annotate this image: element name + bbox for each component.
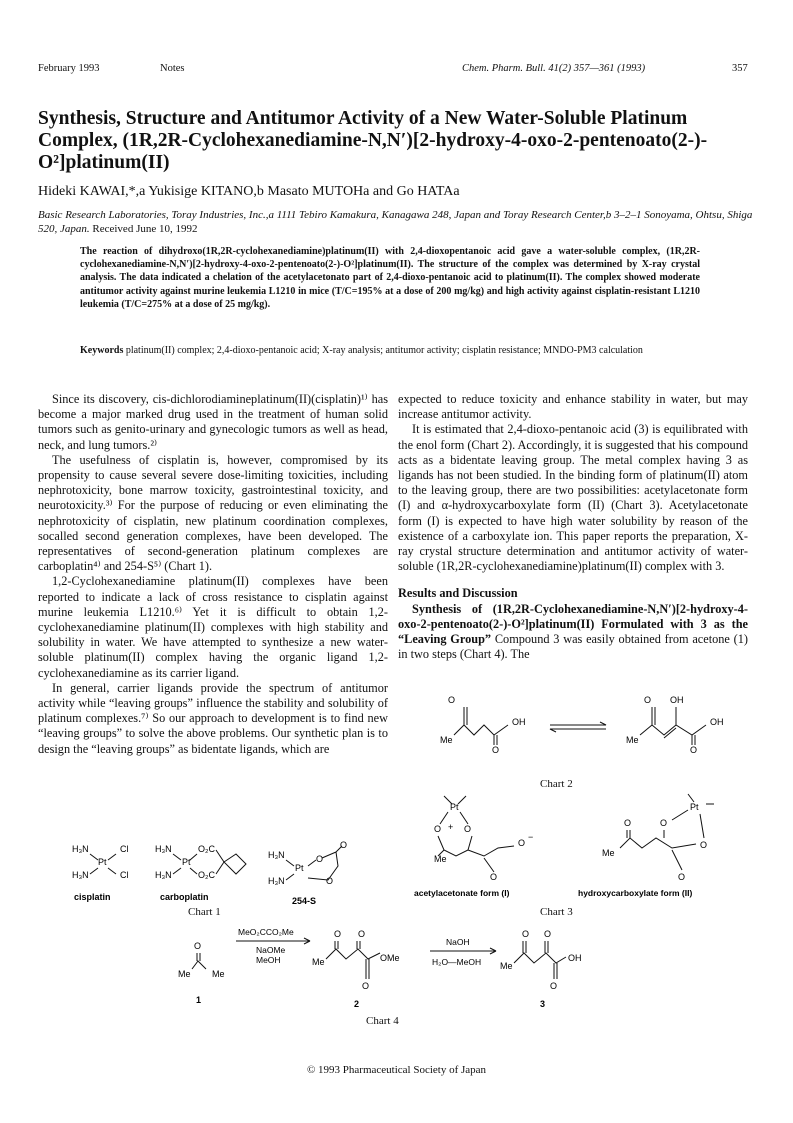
paragraph: In general, carrier ligands provide the spectrum of antitumor activity while “leaving groups” influence the stability and solubility of platinum complexes.⁷⁾ So our approach to development is to find new “leaving groups” to solve the above problems. Our synthetic plan is to design the “leaving groups” as bidentate ligands, which are xyxy=(38,680,388,756)
chart2-caption: Chart 2 xyxy=(540,778,573,790)
atom-label: O xyxy=(194,941,202,951)
atom-label: H₃N xyxy=(268,850,285,860)
atom-label: O₂C xyxy=(198,870,215,880)
atom-label: Me xyxy=(626,735,639,745)
section-heading: Results and Discussion xyxy=(398,586,518,601)
diketo-form xyxy=(440,695,526,755)
reagent-label: MeOH xyxy=(256,955,281,965)
chart3-caption: Chart 3 xyxy=(540,906,573,918)
form-label: hydroxycarboxylate form (II) xyxy=(578,888,693,898)
chart3-binding-forms xyxy=(410,790,755,900)
header-page-number: 357 xyxy=(732,63,748,74)
atom-label: H₃N xyxy=(268,876,285,886)
cisplatin-structure xyxy=(72,844,129,902)
equilibrium-arrows xyxy=(550,722,606,732)
atom-label: H₃N xyxy=(155,844,172,854)
atom-label: H₃N xyxy=(72,870,89,880)
reaction-arrow xyxy=(430,948,496,954)
compound-label: cisplatin xyxy=(74,892,111,902)
reagent-label: MeO₂CCO₂Me xyxy=(238,927,294,937)
atom-label: O xyxy=(644,695,652,705)
subsection-paragraph xyxy=(398,602,748,663)
compound-label: carboplatin xyxy=(160,892,209,902)
atom-label: O xyxy=(690,745,698,755)
atom-label: OH xyxy=(670,695,684,705)
subsection-heading: Synthesis of (1R,2R-Cyclohexanediamine-N,N′)[2-hydroxy-4-oxo-2-pentenoato(2-)-O²]platinum(II) Formulated with 3 as the “Leaving Group” xyxy=(398,601,748,647)
keywords-text: platinum(II) complex; 2,4-dioxo-pentanoic acid; X-ray analysis; antitumor activity; cisplatin resistance; MNDO-PM3 calculation xyxy=(125,345,643,356)
atom-label: OMe xyxy=(380,953,400,963)
atom-label: H₃N xyxy=(155,870,172,880)
header-section: Notes xyxy=(160,63,185,74)
atom-label: O xyxy=(316,854,324,864)
paragraph: Compound 3 was easily obtained from acetone (1) in two steps (Chart 4). The xyxy=(398,632,749,662)
paragraph: It is estimated that 2,4-dioxo-pentanoic acid (3) is equilibrated with the enol form (Chart 2). Accordingly, it is suggested that his compound acts as a bidentate leaving group. The metal complex having 3 as ligands has not been studied. In the binding form of platinum(II) atom to the leaving group, there are two possibilities: acetylacetonate form (I) and α-hydroxycarboxylate form (II) (Chart 3). Acetylacetonate form (I) is expected to have high water solubility by reason of the existence of a carboxylate ion. This paper reports the preparation, X-ray crystal structure determination and antitumor activity of water-soluble (1R,2R-cyclohexanediamine)platinum(II) complex with 3. xyxy=(398,422,748,574)
paragraph: 1,2-Cyclohexanediamine platinum(II) complexes have been reported to indicate a lack of cross resistance to cisplatin against murine leukemia L1210.⁶⁾ Yet it is difficult to obtain 1,2-cyclohexanediamine platinum(II) complexes with high stability and solubility in water. We have attempted to synthesize a new water-soluble platinum(II) complex having the organic ligand 1,2-cyclohexanediamine as its carrier ligand. xyxy=(38,574,388,680)
header-journal: Chem. Pharm. Bull. 41(2) 357—361 (1993) xyxy=(462,63,646,74)
atom-label: OH xyxy=(568,953,582,963)
atom-label: O xyxy=(326,876,334,886)
paragraph: expected to reduce toxicity and enhance stability in water, but may increase antitumor activity. xyxy=(398,392,748,422)
atom-label: OH xyxy=(710,717,724,727)
enol-form xyxy=(626,695,724,755)
atom-label: O xyxy=(434,824,442,834)
reagent-label: H₂O—MeOH xyxy=(432,957,482,967)
atom-label: Pt xyxy=(690,802,699,812)
atom-label: Me xyxy=(602,848,615,858)
paragraph: Since its discovery, cis-dichlorodiamineplatinum(II)(cisplatin)¹⁾ has become a major marked drug used in the treatment of human solid tumors such as genito-urinary and gynecologic tumors as well as head, neck, and lung tumors.²⁾ xyxy=(38,392,388,452)
atom-label: O xyxy=(678,872,686,882)
chart4-synthesis-scheme xyxy=(140,925,600,1015)
reagent-label: NaOH xyxy=(446,937,470,947)
atom-label: O₂C xyxy=(198,844,215,854)
atom-label: Pt xyxy=(295,863,304,873)
atom-label: O xyxy=(358,929,366,939)
atom-label: O xyxy=(448,695,456,705)
compound-1-acetone xyxy=(178,941,225,1005)
atom-label: H₃N xyxy=(72,844,89,854)
atom-label: O xyxy=(334,929,342,939)
author-list: Hideki KAWAI,*,a Yukisige KITANO,b Masato MUTOHa and Go HATAa xyxy=(38,184,460,199)
compound-3-acid xyxy=(500,929,582,1009)
received-date: Received June 10, 1992 xyxy=(92,223,198,235)
reagent-label: NaOMe xyxy=(256,945,286,955)
atom-label: Pt xyxy=(182,857,191,867)
compound-2-ester xyxy=(312,929,400,1009)
atom-label: OH xyxy=(512,717,526,727)
atom-label: O xyxy=(550,981,558,991)
chart1-caption: Chart 1 xyxy=(188,906,221,918)
affiliation xyxy=(38,208,758,236)
compound-number: 1 xyxy=(196,995,202,1005)
right-column xyxy=(398,392,748,662)
atom-label: O xyxy=(340,840,348,850)
keywords xyxy=(80,344,700,357)
header-date: February 1993 xyxy=(38,63,100,74)
atom-label: Me xyxy=(440,735,453,745)
atom-label: Pt xyxy=(450,802,459,812)
chart4-caption: Chart 4 xyxy=(366,1015,399,1027)
atom-label: Me xyxy=(178,969,191,979)
paragraph: The usefulness of cisplatin is, however, compromised by its propensity to cause several severe dose-limiting toxicities, including nephrotoxicity, bone marrow toxicity, gastrointestinal toxicity, and neurotoxicity.³⁾ For the purpose of reducing or even eliminating the nephrotoxicity of cisplatin, new platinum coordination complexes, socalled second generation complexes, have been developed. The representatives of second-generation platinum complexes are carboplatin⁴⁾ and 254-S⁵⁾ (Chart 1). xyxy=(38,452,388,574)
reaction-arrow xyxy=(236,938,310,944)
left-column xyxy=(38,392,388,757)
atom-label: O xyxy=(464,824,472,834)
atom-label: O xyxy=(518,838,526,848)
atom-label: O xyxy=(700,840,708,850)
atom-label: O xyxy=(522,929,530,939)
atom-label: − xyxy=(528,832,534,842)
atom-label: O xyxy=(660,818,668,828)
atom-label: Me xyxy=(500,961,513,971)
atom-label: Cl xyxy=(120,844,129,854)
compound-number: 2 xyxy=(354,999,360,1009)
compound-label: 254-S xyxy=(292,896,317,906)
atom-label: O xyxy=(544,929,552,939)
254-s-structure xyxy=(268,840,347,906)
atom-label: O xyxy=(492,745,500,755)
keywords-label: Keywords xyxy=(80,345,124,356)
atom-label: Me xyxy=(212,969,225,979)
affiliation-text: Basic Research Laboratories, Toray Industries, Inc.,a 1111 Tebiro Kamakura, Kanagawa 248, Japan and Toray Research Center,b 3–2–1 Sonoyama, Ohtsu, Shiga 520, Japan. xyxy=(38,209,753,235)
atom-label: O xyxy=(362,981,370,991)
copyright-footer: © 1993 Pharmaceutical Society of Japan xyxy=(306,1064,487,1076)
chart1-structures xyxy=(60,838,390,918)
atom-label: O xyxy=(490,872,498,882)
acetylacetonate-form xyxy=(434,796,533,882)
atom-label: + xyxy=(448,822,454,832)
carboplatin-structure xyxy=(155,844,246,902)
hydroxycarboxylate-form xyxy=(602,794,714,882)
compound-number: 3 xyxy=(540,999,546,1009)
form-label: acetylacetonate form (I) xyxy=(414,888,510,898)
atom-label: Cl xyxy=(120,870,129,880)
abstract: The reaction of dihydroxo(1R,2R-cyclohexanediamine)platinum(II) with 2,4-dioxopentanoic acid gave a water-soluble complex, (1R,2R-cyclohexanediamine-N,N′)[2-hydroxy-4-oxo-2-pentenoato(2-)-O²]platinum(II). The structure of the complex was determined by X-ray crystal analysis. The data indicated a chelation of the acetylacetonato part of 2,4-dioxo-pentanoic acid to platinum(II). The complex showed moderate antitumor activity against murine leukemia L1210 in mice (T/C=195% at a dose of 200 mg/kg) and high activity against cisplatin-resistant L1210 leukemia (T/C=275% at a dose of 25 mg/kg). xyxy=(80,246,700,310)
article-title: Synthesis, Structure and Antitumor Activity of a New Water-Soluble Platinum Complex, (1R,2R-Cyclohexanediamine-N,N′)[2-hydroxy-4-oxo-2-pentenoato(2-)-O²]platinum(II) xyxy=(38,108,708,173)
atom-label: Pt xyxy=(98,857,107,867)
atom-label: O xyxy=(624,818,632,828)
chart2-equilibrium xyxy=(430,695,750,765)
atom-label: Me xyxy=(434,854,447,864)
atom-label: Me xyxy=(312,957,325,967)
